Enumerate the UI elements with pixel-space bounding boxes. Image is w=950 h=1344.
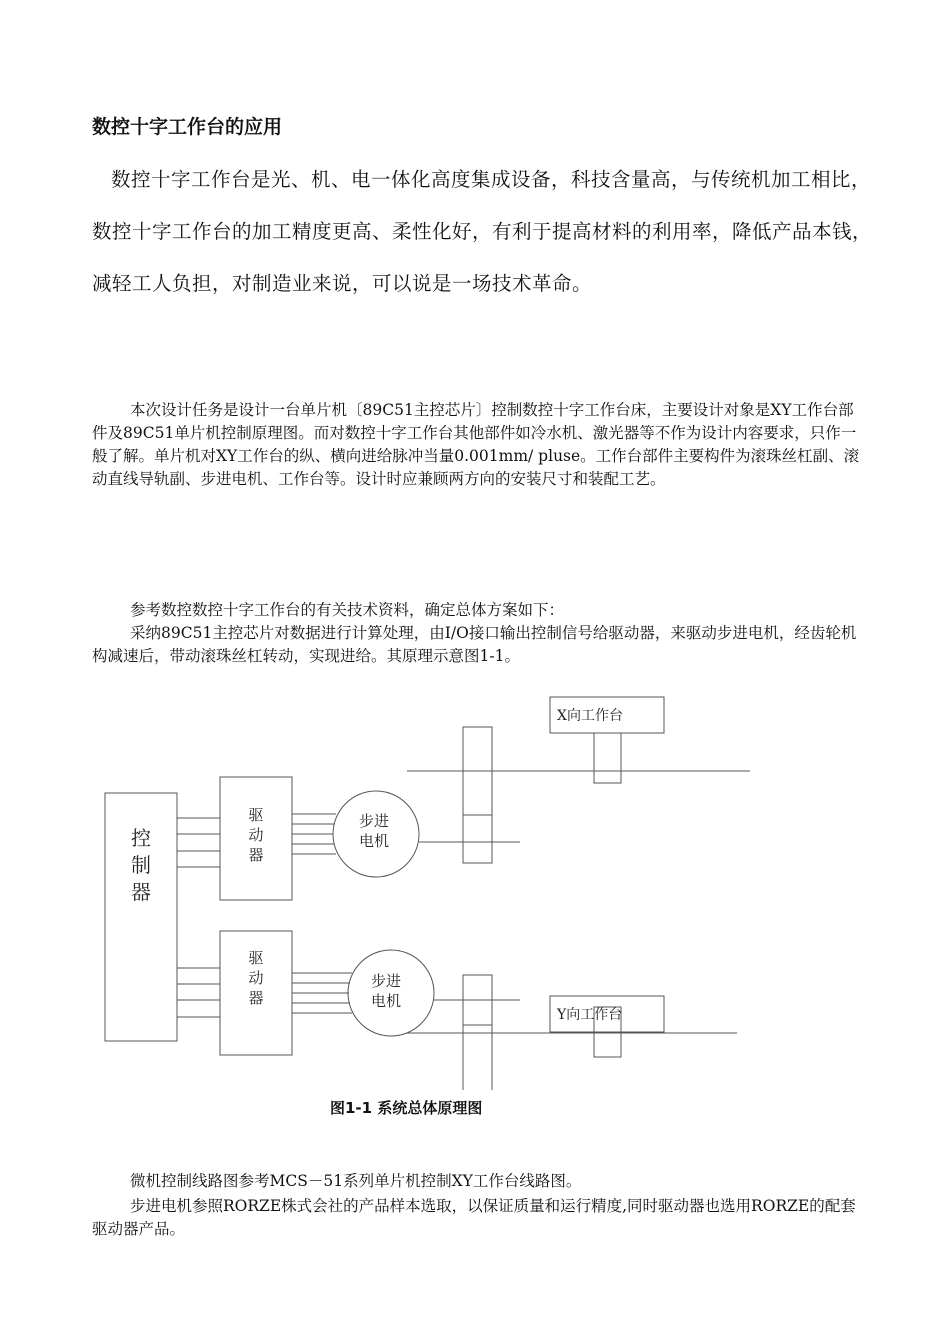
driver-x-label-2: 动 [248, 826, 264, 844]
controller-label-3: 器 [131, 880, 151, 904]
motor-x-label-1: 步进 [358, 812, 390, 830]
x-table-nut [594, 733, 621, 783]
driver-y-label-3: 器 [248, 989, 264, 1007]
driver-x-label-3: 器 [248, 846, 264, 864]
controller-driver1-signal-lines [177, 818, 220, 867]
driver-motor-x-lines [292, 814, 336, 854]
system-principle-diagram [0, 690, 950, 1090]
y-table-label: Y向工作台 [557, 1007, 623, 1023]
x-table-label: X向工作台 [557, 708, 623, 724]
driver-y-label-1: 驱 [248, 949, 264, 967]
section-heading: 数控十字工作台的应用 [92, 116, 283, 138]
driver-x-label-1: 驱 [248, 806, 264, 824]
overall-plan-paragraph: 参考数控数控十字工作台的有关技术资料，确定总体方案如下： [130, 601, 565, 619]
motor-y-label-1: 步进 [370, 972, 402, 990]
motor-y-label-2: 电机 [370, 992, 402, 1010]
gear-x-lower [463, 815, 492, 863]
controller-label-2: 制 [131, 853, 151, 877]
design-task-paragraph: 本次设计任务是设计一台单片机〔89C51主控芯片〕控制数控十字工作台床，主要设计对象是XY工作台部件及89C51单片机控制原理图。而对数控十字工作台其他部件如冷水机、激光器等不作为设计内容要求，只作一般了解。单片机对XY工作台的纵、横向进给脉冲当量0.001mm/ pluse。工作台部件主要构件为滚珠丝杠副、滚动直线导轨副、步进电机、工作台等。设计时应兼顾两方向的安装尺寸和装配工艺。 [92, 401, 860, 488]
intro-paragraph: 数控十字工作台是光、机、电一体化高度集成设备，科技含量高，与传统机加工相比，数控十字工作台的加工精度更高、柔性化好，有利于提高材料的利用率，降低产品本钱，减轻工人负担，对制造业来说，可以说是一场技术革命。 [92, 168, 873, 295]
principle-paragraph: 采纳89C51主控芯片对数据进行计算处理，由I/O接口输出控制信号给驱动器，来驱动步进电机，经齿轮机构减速后，带动滚珠丝杠转动，实现进给。其原理示意图1-1。 [92, 624, 857, 665]
gear-y-lower [463, 1025, 492, 1090]
motor-x-label-2: 电机 [358, 832, 390, 850]
motor-selection-paragraph: 步进电机参照RORZE株式会社的产品样本选取，以保证质量和运行精度,同时驱动器也选用RORZE的配套驱动器产品。 [92, 1197, 856, 1238]
controller-label-1: 控 [131, 826, 151, 850]
driver-y-label-2: 动 [248, 969, 264, 987]
figure-caption: 图1-1 系统总体原理图 [330, 1099, 483, 1117]
controller-driver2-signal-lines [177, 968, 220, 1017]
driver-motor-y-lines [292, 973, 352, 1013]
circuit-reference-paragraph: 微机控制线路图参考MCS－51系列单片机控制XY工作台线路图。 [130, 1172, 582, 1190]
